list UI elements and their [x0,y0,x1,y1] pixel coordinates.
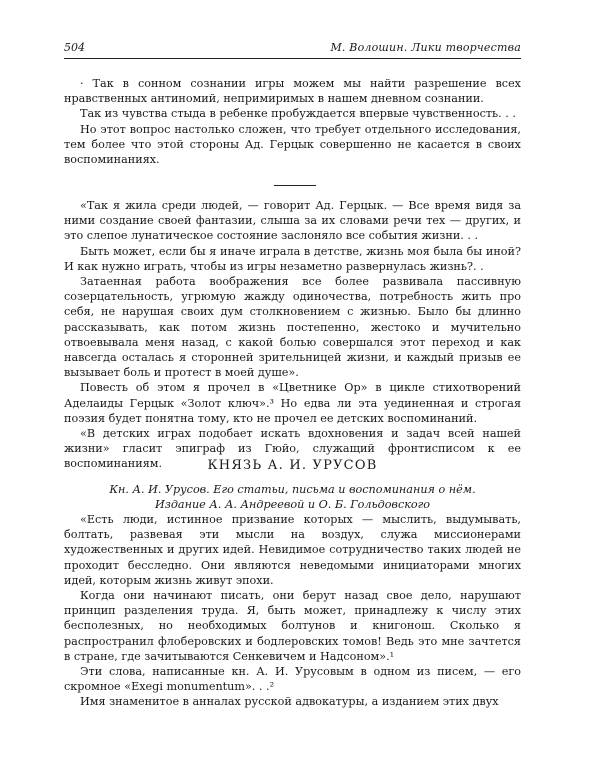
paragraph: «Есть люди, истинное призвание которых — мыслить, выдумывать, болтать, развевая эти мысли на воздух, служа миссионерами художественных и других идей. Невидимое сотрудничество таких людей не проходит бесследно. Они являются неведомыми инициаторами многих идей, которым жизнь живут эпохи. [64,513,521,587]
section-1-text [64,76,521,167]
paragraph: Имя знаменитое в анналах русской адвокатуры, а изданием этих двух [80,695,499,709]
paragraph: Но этот вопрос настолько сложен, что требует отдельного исследования, тем более что этой стороны Ад. Герцык совершенно не касается в своих воспоминаниях. [64,122,521,167]
page-number: 504 [64,41,85,54]
paragraph: Затаенная работа воображения все более развивала пассивную созерцательность, угрюмую жажду одиночества, потребность жить про себя, не нарушая своих дум столкновением с жизнью. Было бы длинно рассказывать, как потом жизнь постепенно, жестоко и мучительно отвоевывала меня назад, с какой болью совершался этот переход и как навсегда осталась я сторонней зрительницей жизни, и каждый призыв ее вызывает боль и протест в моей душе». [64,275,521,380]
chapter-heading: КНЯЗЬ А. И. УРУСОВ [207,458,378,473]
paragraph: Быть может, если бы я иначе играла в детстве, жизнь моя была бы иной? И как нужно играть, чтобы из игры незаметно развернулась жизнь?. . [64,244,521,273]
paragraph: «В детских играх подобает искать вдохновения и задач всей нашей жизни» гласит эпиграф из Гюйо, служащий фронтисписом к ее воспоминаниям. [64,427,521,471]
paragraph: Когда они начинают писать, они берут назад свое дело, нарушают принцип разделения труда. Я, быть может, принадлежу к числу этих бесполезных, но необходимых болтунов и книгонош. Сколько я распространил флоберовских и бодлеровских томов! Ведь это мне зачтется в стране, где зачитываются Сенкевичем и Надсоном».¹ [64,589,521,663]
paragraph: Повесть об этом я прочел в «Цветнике Ор» в цикле стихотворений Аделаиды Герцык «Золот ключ».³ Но едва ли эта уединенная и строгая поэзия будет понятна тому, кто не прочел ее детских воспоминаний. [64,381,521,425]
subtitle-line: Издание А. А. Андреевой и О. Б. Гольдовского [154,498,431,511]
running-title: М. Волошин. Лики творчества [330,41,521,54]
paragraph: Эти слова, написанные кн. А. И. Урусовым в одном из писем, — его скромное «Exegi monumentum». . .² [64,665,521,694]
subtitle-line: Кн. А. И. Урусов. Его статьи, письма и воспоминания о нём. [109,483,476,496]
section-2-text [64,198,521,472]
section-3-text [64,512,521,710]
chapter-subtitle [64,482,521,512]
paragraph: · Так в сонном сознании игры можем мы найти разрешение всех нравственных антиномий, непримиримых в нашем дневном сознании. [64,77,521,106]
paragraph: Так из чувства стыда в ребенке пробуждается впервые чувственность. . . [80,107,516,121]
section-divider [274,185,316,186]
paragraph: «Так я жила среди людей, — говорит Ад. Герцык. — Все время видя за ними создание своей фантазии, слыша за их словами речи тех — других, и это слепое лунатическое состояние заслоняло все события жизни. . . [64,199,521,243]
running-header [64,40,521,59]
